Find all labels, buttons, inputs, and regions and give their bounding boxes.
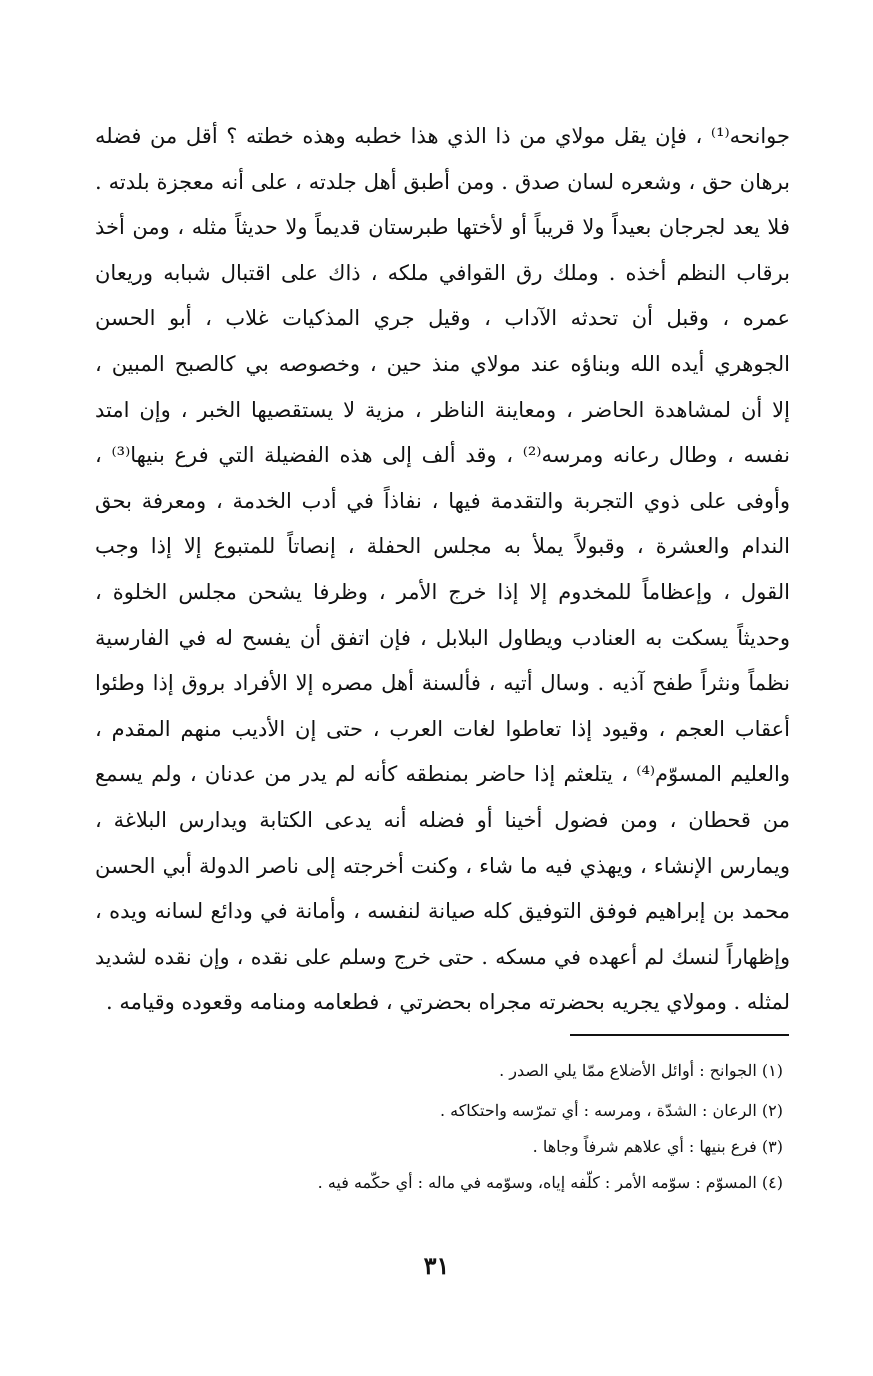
text-line: القول ، وإعظاماً للمخدوم إلا إذا خرج الأمر ، وظرفا يشحن مجلس الخلوة ، — [95, 579, 790, 604]
text-line: إلا أن لمشاهدة الحاضر ، ومعاينة الناظر ، مزية لا يستقصيها الخبر ، وإن امتد — [95, 397, 790, 422]
text-line: وإظهاراً لنسك لم أعهده في مسكه . حتى خرج وسلم على نقده ، وإن نقده لشديد — [95, 944, 790, 969]
footnote-divider — [570, 1034, 789, 1036]
page-number: ٣١ — [423, 1251, 450, 1280]
text-line: محمد بن إبراهيم فوفق التوفيق كله صيانة لنفسه ، وأمانة في ودائع لسانه ويده ، — [95, 899, 790, 924]
text-line: الجوهري أيده الله وبناؤه عند مولاي منذ حين ، وخصوصه بي كالصبح المبين ، — [95, 351, 790, 376]
text-line: لمثله . ومولاي يجريه بحضرته مجراه بحضرتي ، فطعامه ومنامه وقعوده وقيامه . — [105, 990, 790, 1015]
text-line: والعليم المسوّم⁽⁴⁾ ، يتلعثم إذا حاضر بمنطقه كأنه لم يدر من عدنان ، ولم يسمع — [95, 762, 790, 787]
footnote-2: (٢) الرعان : الشدّة ، ومرسه : أي تمرّسه واحتكاكه . — [439, 1101, 783, 1120]
text-line: الندام والعشرة ، وقبولاً يملأ به مجلس الحفلة ، إنصاتاً للمتبوع إلا إذا وجب — [95, 534, 790, 559]
footnotes — [250, 1058, 783, 1206]
text-line: من قحطان ، ومن فضول أخينا أو فضله أنه يدعى الكتابة ويدارس البلاغة ، — [95, 807, 790, 832]
footnote-4: (٤) المسوّم : سوّمه الأمر : كلّفه إياه، وسوّمه في ماله : أي حكّمه فيه . — [317, 1173, 783, 1192]
text-line: جوانحه⁽¹⁾ ، فإن يقل مولاي من ذا الذي هذا خطبه وهذه خطته ؟ أقل من فضله — [95, 124, 790, 148]
text-line: برقاب النظم أخذه . وملك رق القوافي ملكه ، ذاك على اقتبال شبابه وريعان — [95, 260, 790, 285]
text-line: نظماً ونثراً طفح آذيه . وسال أتيه ، فألسنة أهل مصره إلا الأفراد بروق إذا وطئوا — [95, 671, 790, 696]
text-line: أعقاب العجم ، وقيود إذا تعاطوا لغات العرب ، حتى إن الأديب منهم المقدم ، — [95, 716, 790, 741]
text-line: نفسه ، وطال رعانه ومرسه⁽²⁾ ، وقد ألف إلى هذه الفضيلة التي فرع بنيها⁽³⁾ ، — [95, 443, 790, 468]
text-line: ويمارس الإنشاء ، ويهذي فيه ما شاء ، وكنت أخرجته إلى ناصر الدولة أبي الحسن — [95, 853, 790, 878]
text-line: وأوفى على ذوي التجربة والتقدمة فيها ، نفاذاً في أدب الخدمة ، ومعرفة بحق — [95, 488, 790, 513]
text-line: فلا يعد لجرجان بعيداً ولا قريباً أو لأختها طبرستان قديماً ولا حديثاً مثله ، ومن أخذ — [95, 215, 790, 240]
footnote-1: (١) الجوانح : أوائل الأضلاع ممّا يلي الصدر . — [499, 1061, 783, 1080]
text-line: عمره ، وقبل أن تحدثه الآداب ، وقيل جري المذكيات غلاب ، أبو الحسن — [95, 306, 790, 331]
text-line: وحديثاً يسكت به العنادب ويطاول البلابل ، فإن اتفق أن يفسح له في الفارسية — [95, 625, 790, 650]
text-line: برهان حق ، وشعره لسان صدق . ومن أطبق أهل جلدته ، على أنه معجزة بلدته . — [95, 169, 790, 194]
main-text — [95, 114, 790, 1026]
footnote-3: (٣) فرع بنيها : أي علاهم شرفاً وجاها . — [532, 1137, 783, 1156]
